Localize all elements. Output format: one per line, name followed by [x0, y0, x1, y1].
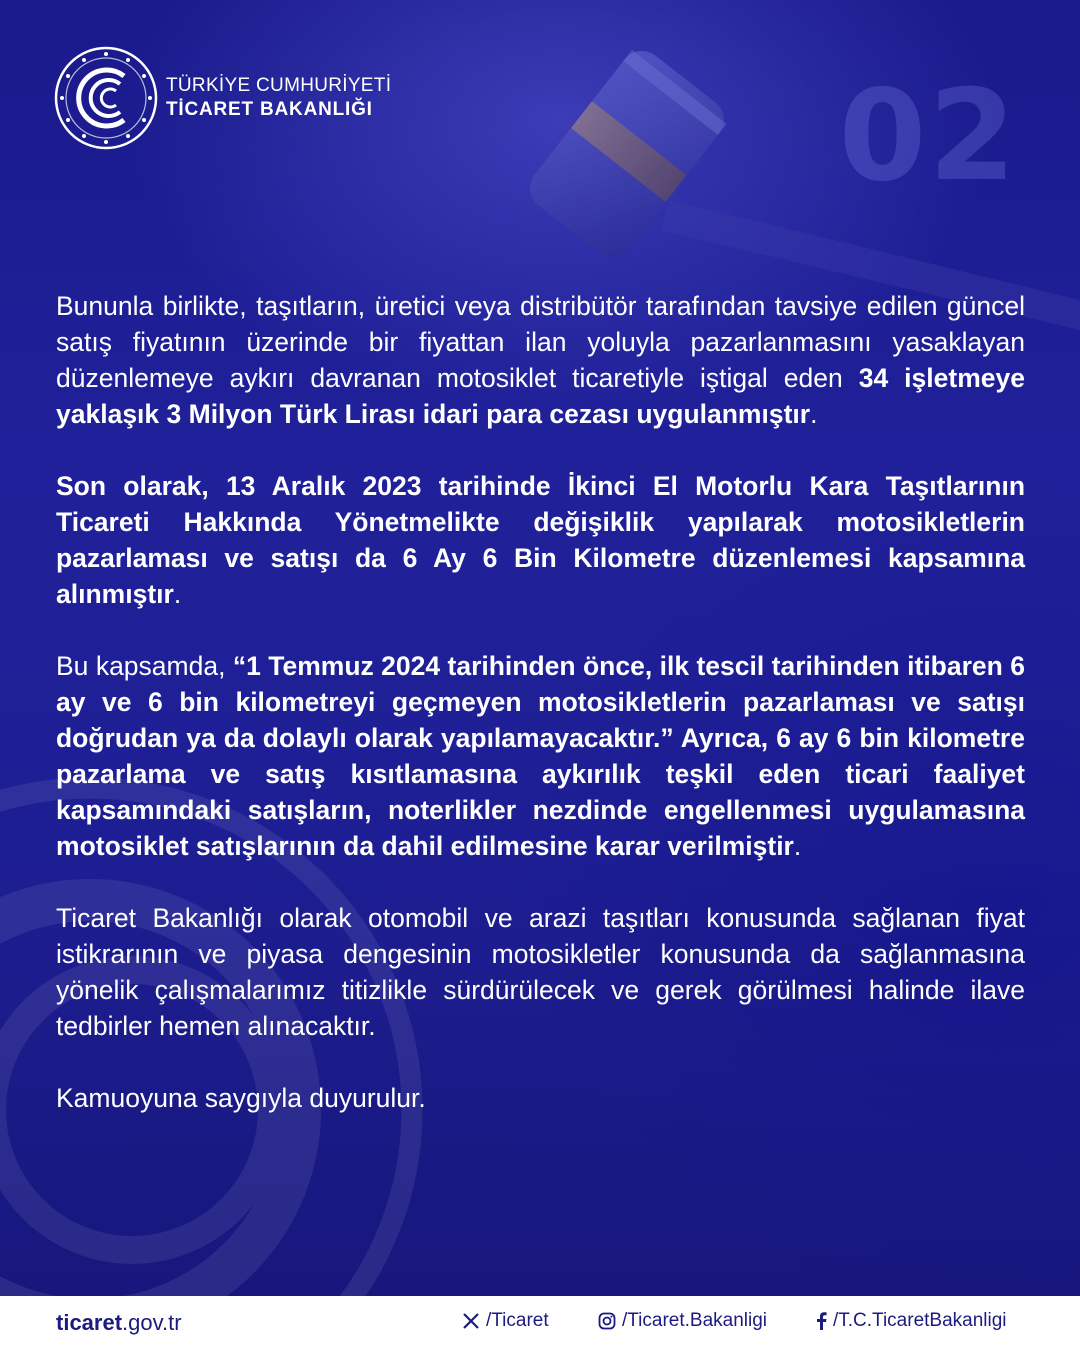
ministry-name: [166, 74, 391, 122]
x-link[interactable]: /Ticaret: [462, 1310, 549, 1332]
website-link[interactable]: ticaret.gov.tr: [56, 1310, 182, 1335]
footer-bar: [0, 1296, 1080, 1350]
org-line1: TÜRKİYE CUMHURİYETİ: [166, 75, 392, 96]
paragraph-5: Kamuoyuna saygıyla duyurulur.: [56, 1083, 426, 1113]
paragraph-2: Son olarak, 13 Aralık 2023 tarihinde İkinci El Motorlu Kara Taşıtlarının Ticareti Hakkında Yönetmelikte değişiklik yapılarak motosikletlerin pazarlaması ve satışı da 6 Ay 6 Bin Kilometre düzenlemesi kapsamına alınmıştır.: [56, 471, 1025, 609]
announcement-body: [56, 288, 1025, 1116]
paragraph-3: Bu kapsamda, “1 Temmuz 2024 tarihinden önce, ilk tescil tarihinden itibaren 6 ay ve 6 bin kilometreyi geçmeyen motosikletlerin pazarlaması ve satışı doğrudan ya da dolaylı olarak yapılamayacaktır.” Ayrıca, 6 ay 6 bin kilometre pazarlama ve satış kısıtlamasına aykırılık teşkil eden ticari faaliyet kapsamındaki satışların, noterlikler nezdinde engellenmesi uygulamasına motosiklet satışlarının da dahil edilmesine karar verilmiştir.: [56, 651, 1025, 861]
page-number: 02: [838, 62, 1018, 209]
org-line2: TİCARET BAKANLIĞI: [166, 99, 373, 120]
x-icon: [462, 1312, 480, 1330]
facebook-icon: [816, 1312, 827, 1330]
instagram-link[interactable]: /Ticaret.Bakanligi: [598, 1310, 767, 1332]
paragraph-4: Ticaret Bakanlığı olarak otomobil ve arazi taşıtları konusunda sağlanan fiyat istikrarının ve piyasa dengesinin motosikletler konusunda da sağlanmasına yönelik çalışmalarımız titizlikle sürdürülecek ve gerek görülmesi halinde ilave tedbirler hemen alınacaktır.: [56, 903, 1025, 1041]
paragraph-1: Bununla birlikte, taşıtların, üretici veya distribütör tarafından tavsiye edilen güncel satış fiyatının üzerinde bir fiyattan ilan yoluyla pazarlanmasını yasaklayan düzenlemeye aykırı davranan motosiklet ticaretiyle iştigal eden 34 işletmeye yaklaşık 3 Milyon Türk Lirası idari para cezası uygulanmıştır.: [56, 291, 1025, 429]
instagram-icon: [598, 1312, 616, 1330]
ministry-seal-icon: [54, 46, 158, 150]
facebook-link[interactable]: /T.C.TicaretBakanligi: [816, 1310, 1007, 1332]
